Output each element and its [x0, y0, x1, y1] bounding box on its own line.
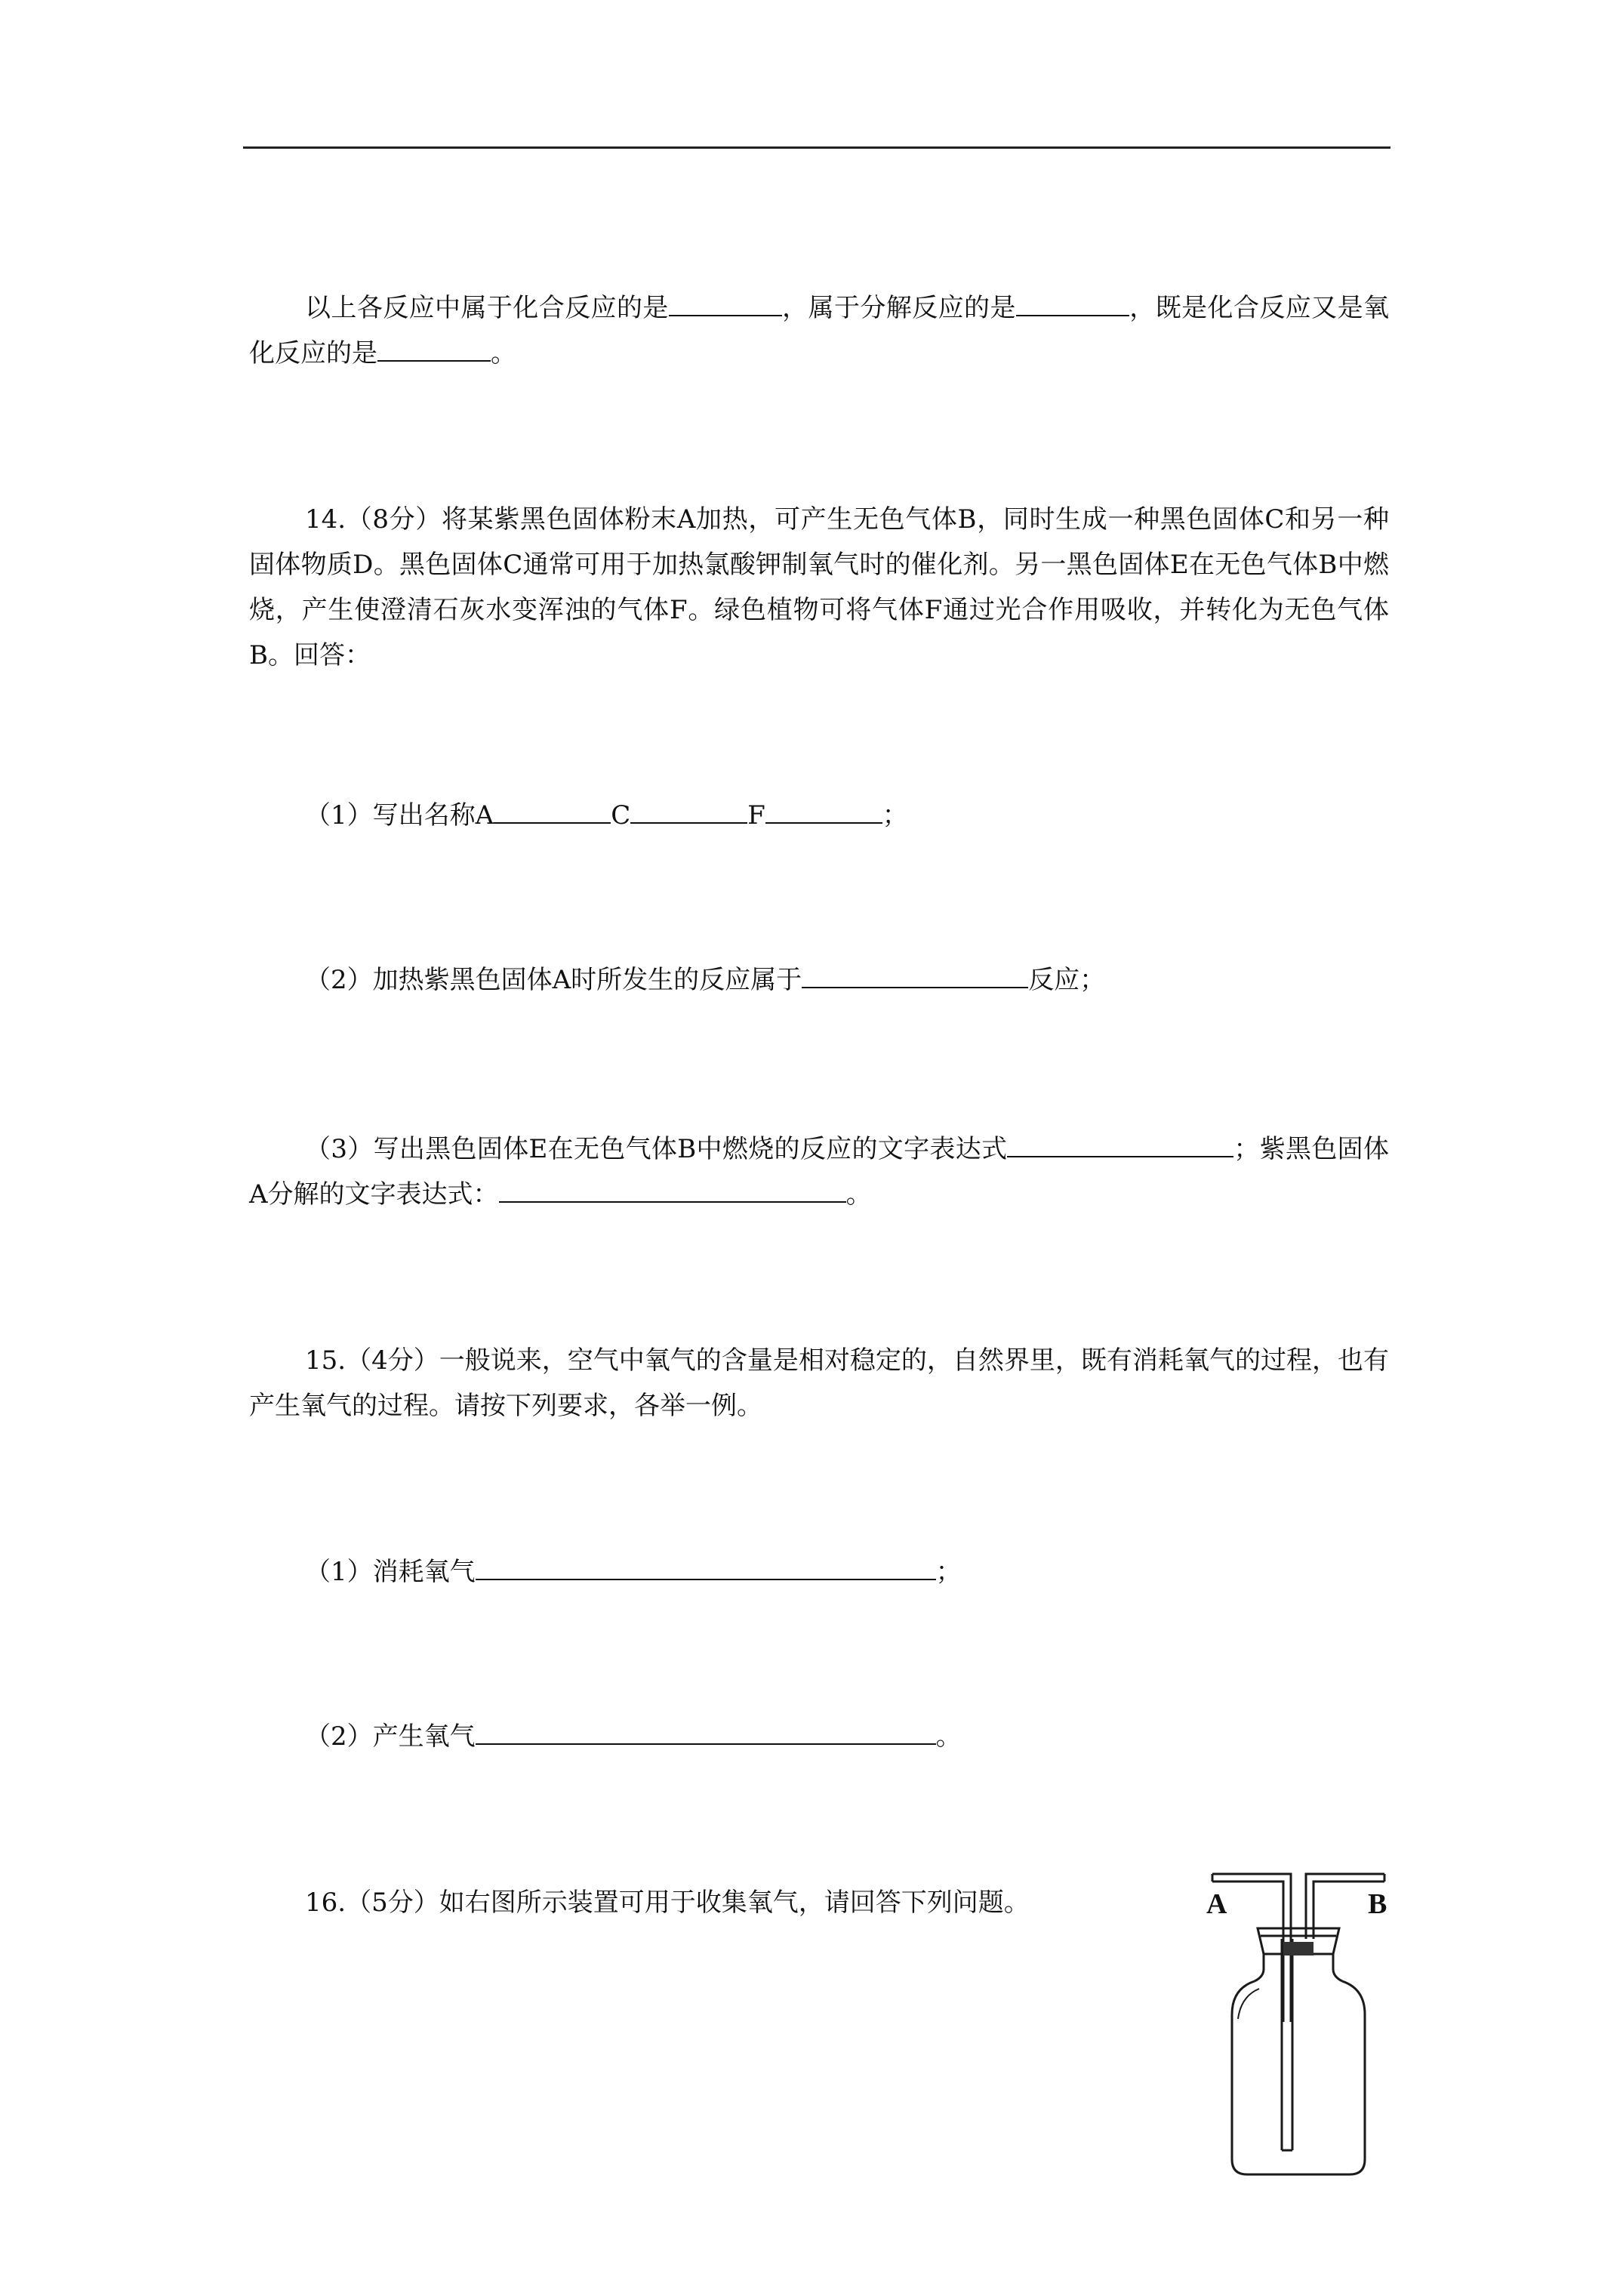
question-16-intro: 16.（5分）如右图所示装置可用于收集氧气，请回答下列问题。 [305, 1888, 1030, 1918]
answer-blank[interactable] [499, 1174, 846, 1203]
summary-text-1: 以上各反应中属于化合反应的是 [305, 293, 669, 323]
question-14-part-2 [249, 957, 1389, 1003]
answer-blank[interactable] [802, 960, 1028, 988]
q15-part-1-text-b: ； [935, 1557, 962, 1587]
question-15-part-1 [249, 1549, 1389, 1595]
answer-blank[interactable] [765, 795, 882, 824]
q15-part-2-text-a: （2）产生氧气 [305, 1721, 476, 1752]
question-14-part-3 [249, 1126, 1389, 1217]
part-3-text-c: 。 [845, 1179, 872, 1210]
answer-blank[interactable] [494, 795, 611, 824]
question-14-part-1 [249, 793, 1389, 838]
inlet-label-b: B [1368, 1888, 1387, 1920]
header-rule [243, 146, 1390, 149]
summary-text-3: ，既是化合反应又是氧化反应的是 [249, 293, 1390, 368]
summary-paragraph [249, 285, 1389, 376]
answer-blank[interactable] [1016, 288, 1129, 316]
part-1-text-d: ； [882, 800, 908, 831]
answer-blank[interactable] [476, 1552, 936, 1580]
part-3-text-b: ；紫黑色固体A分解的文字表达式： [249, 1134, 1390, 1210]
q15-part-1-text-a: （1）消耗氧气 [305, 1557, 476, 1587]
part-1-text-a: （1）写出名称A [305, 800, 494, 831]
summary-text-2: ，属于分解反应的是 [781, 293, 1016, 323]
inlet-label-a: A [1206, 1888, 1227, 1920]
part-1-text-b: C [611, 800, 631, 831]
answer-blank[interactable] [377, 333, 491, 362]
part-3-text-a: （3）写出黑色固体E在无色气体B中燃烧的反应的文字表达式 [305, 1134, 1008, 1164]
part-2-text-a: （2）加热紫黑色固体A时所发生的反应属于 [305, 965, 802, 995]
stopper-seal [1283, 1942, 1313, 1955]
part-2-text-b: 反应； [1028, 965, 1106, 995]
answer-blank[interactable] [476, 1716, 936, 1745]
part-1-text-c: F [747, 800, 765, 831]
answer-blank[interactable] [1007, 1129, 1233, 1157]
q15-part-2-text-b: 。 [935, 1721, 962, 1752]
answer-blank[interactable] [630, 795, 747, 824]
summary-text-4: 。 [491, 338, 516, 368]
answer-blank[interactable] [669, 288, 782, 316]
gas-collection-bottle-figure [1193, 1863, 1404, 2180]
question-15-intro: 15.（4分）一般说来，空气中氧气的含量是相对稳定的，自然界里，既有消耗氧气的过程，也有产生氧气的过程。请按下列要求，各举一例。 [249, 1345, 1389, 1421]
question-14-intro: 14.（8分）将某紫黑色固体粉末A加热，可产生无色气体B，同时生成一种黑色固体C和另一种固体物质D。黑色固体C通常可用于加热氯酸钾制氧气时的催化剂。另一黑色固体E在无色气体B中燃烧，产生使澄清石灰水变浑浊的气体F。绿色植物可将气体F通过光合作用吸收，并转化为无色气体B。回答： [249, 504, 1389, 670]
question-15-part-2 [249, 1714, 1389, 1759]
